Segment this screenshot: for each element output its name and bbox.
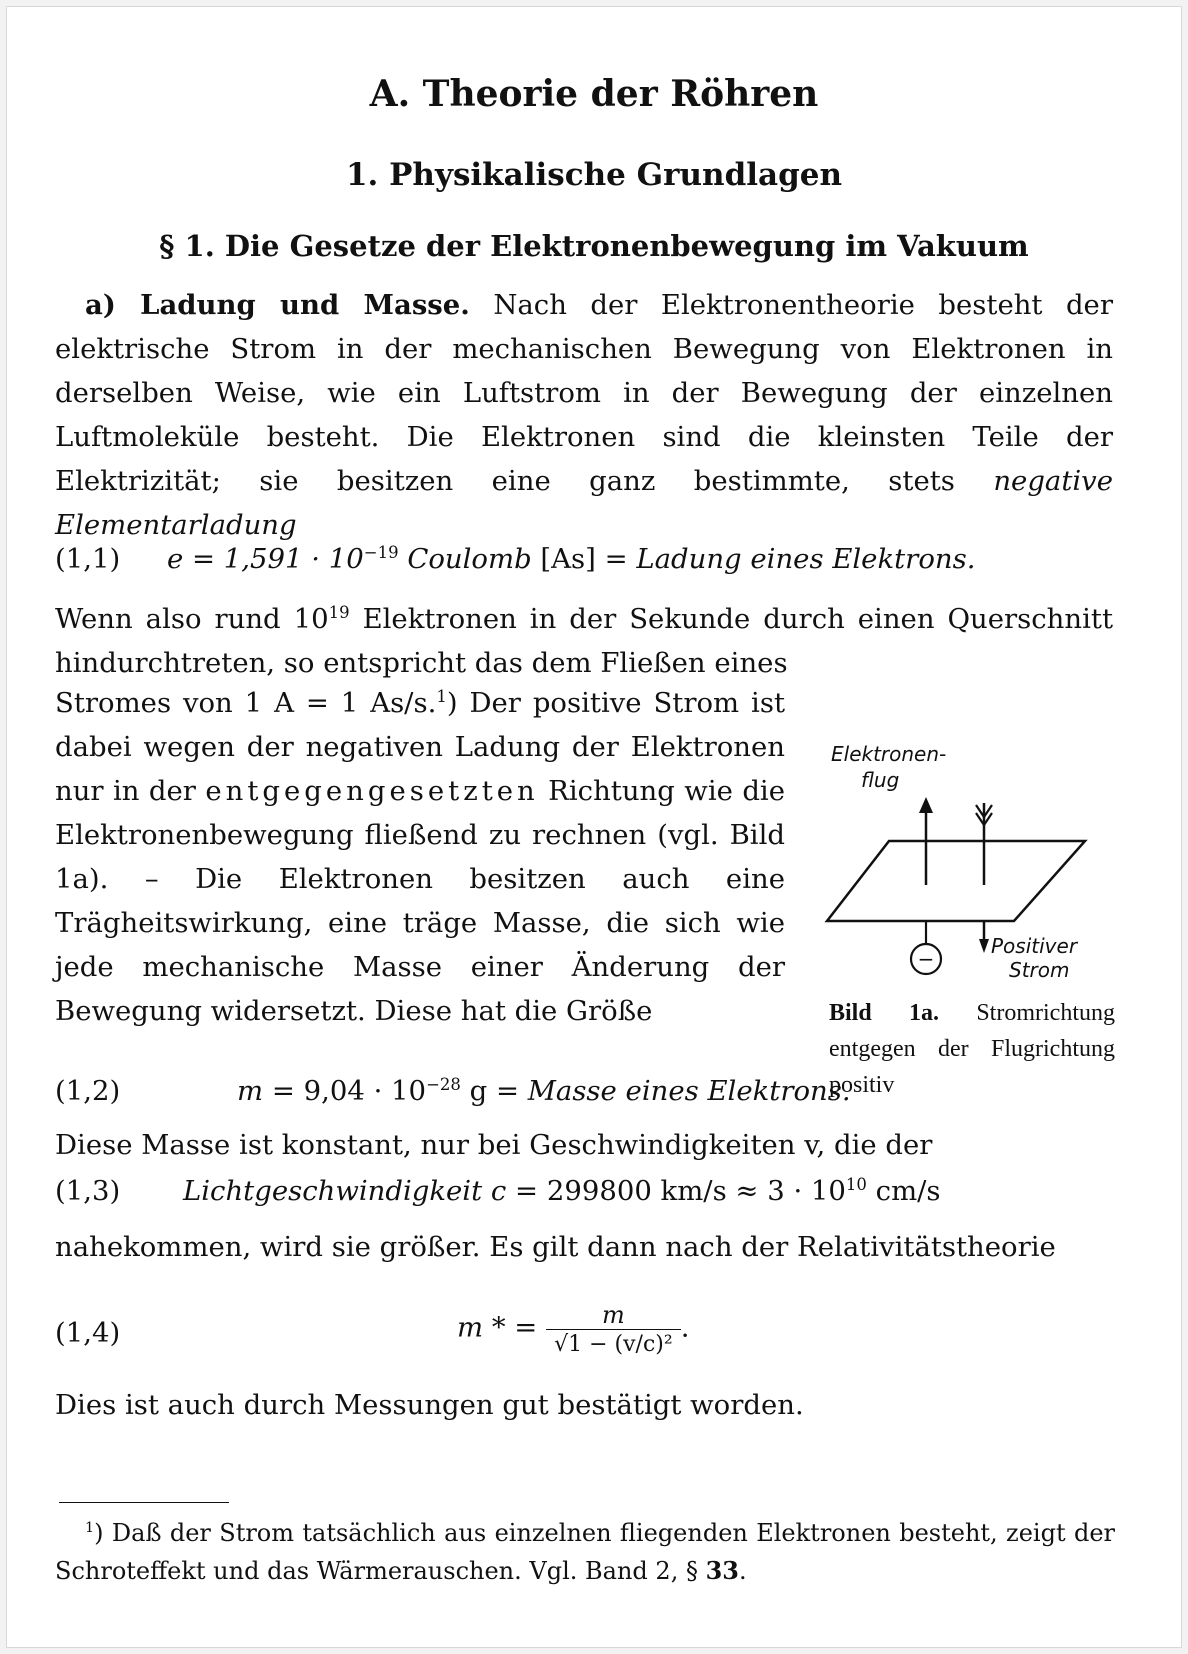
figure-charge-symbol: −	[917, 947, 935, 971]
eq4-denominator: √1 − (v/c)²	[546, 1329, 681, 1357]
equation-number: (1,3)	[55, 1175, 121, 1207]
figure-cross-section	[827, 841, 1085, 921]
figure-current-arrowhead	[979, 939, 989, 953]
paragraph-confirmed: Dies ist auch durch Messungen gut bestätigt worden.	[55, 1389, 804, 1421]
eq3-exponent: 10	[845, 1174, 867, 1194]
equation-number: (1,1)	[55, 543, 121, 575]
para2-text-a: Wenn also rund 10	[55, 603, 329, 635]
eq2-exponent: −28	[426, 1074, 461, 1094]
paragraph-heading: § 1. Die Gesetze der Elektronenbewegung im Vakuum	[159, 229, 1029, 263]
paragraph-direction	[55, 681, 785, 1033]
eq2-lhs: m	[237, 1075, 264, 1107]
para2-text-b: Elektronen in der Sekunde durch einen Querschnitt hindurchtreten, so entspricht das dem Fließen eines	[55, 603, 1114, 679]
eq3-lhs: Lichtgeschwindigkeit c	[183, 1175, 507, 1207]
eq2-mid: = 9,04 · 10	[263, 1075, 427, 1107]
narrow-text-b: ) Der positive Strom ist dabei wegen der negativen Ladung der Elektronen nur in der	[55, 687, 786, 807]
figure-current-direction	[819, 741, 1119, 991]
footnote-bold: 33	[705, 1556, 739, 1585]
equation-number: (1,4)	[55, 1317, 121, 1349]
chapter-heading: A. Theorie der Röhren	[369, 73, 819, 115]
eq1-unit: Coulomb	[407, 543, 532, 575]
equation-number: (1,2)	[55, 1075, 121, 1107]
intro-emphasis: negative Elementarladung	[55, 465, 1113, 541]
runin-heading: a) Ladung und Masse.	[85, 289, 470, 321]
eq3-rhs-a: = 299800 km/s ≈ 3 · 10	[506, 1175, 846, 1207]
figure-label-bottom-1: Positiver	[991, 934, 1078, 958]
intro-text: Nach der Elektronentheorie besteht der elektrische Strom in der mechanischen Bewegung von Elektronen in derselben Weise, wie ein Luftstrom in der Bewegung der einzelnen Luftmoleküle besteht. Die Elektronen sind die kleinsten Teile der Elektrizität; sie besitzen eine ganz bestimmte, stets	[55, 289, 1113, 497]
footnote-rule	[59, 1502, 229, 1503]
eq1-exponent: −19	[363, 542, 399, 562]
caption-text: Stromrichtung entgegen der Flugrichtung positiv	[829, 1000, 1115, 1098]
paragraph-constant: Diese Masse ist konstant, nur bei Geschwindigkeiten v, die der	[55, 1129, 933, 1161]
document-page	[6, 6, 1182, 1648]
equation-relativistic-mass	[457, 1301, 689, 1357]
eq4-fraction	[546, 1301, 681, 1357]
footnote	[55, 1515, 1115, 1590]
paragraph-relativity: nahekommen, wird sie größer. Es gilt dann nach der Relativitätstheorie	[55, 1231, 1056, 1263]
intro-paragraph	[55, 283, 1113, 547]
equation-charge	[167, 543, 975, 575]
footnote-mark: 1	[85, 1520, 95, 1536]
footnote-text-b: .	[738, 1557, 747, 1585]
eq1-lhs: e = 1,591 · 10	[167, 543, 364, 575]
caption-label: Bild 1a.	[829, 1000, 940, 1026]
spaced-word: entgegengesetzten	[205, 775, 539, 807]
narrow-text-a: Stromes von 1 A = 1 As/s.	[55, 687, 437, 719]
figure-label-bottom-2: Strom	[1009, 958, 1070, 982]
figure-electron-arrowhead	[919, 797, 933, 813]
footnote-text-a: ) Daß der Strom tatsächlich aus einzelnen fliegenden Elektronen besteht, zeigt der Schroteffekt und das Wärmerauschen. Vgl. Band 2, §	[55, 1519, 1115, 1585]
eq3-rhs-b: cm/s	[866, 1175, 941, 1207]
eq4-lhs: m * =	[457, 1311, 538, 1344]
figure-label-top-1: Elektronen-	[831, 742, 947, 766]
figure-label-top-2: flug	[861, 768, 900, 792]
section-heading: 1. Physikalische Grundlagen	[345, 157, 843, 193]
eq2-rhs: Masse eines Elektrons.	[527, 1075, 851, 1107]
narrow-text-c: Richtung wie die Elektronenbewegung fließend zu rechnen (vgl. Bild 1a). – Die Elektronen besitzen auch eine Trägheitswirkung, eine träge Masse, die sich wie jede mechanische Masse einer Änderung der Bewegung widersetzt. Diese hat die Größe	[55, 775, 786, 1027]
equation-mass	[237, 1075, 851, 1107]
footnote-reference: 1	[436, 686, 447, 706]
equation-light-speed	[183, 1175, 941, 1207]
paragraph-current	[55, 597, 1113, 685]
eq1-rhs: Ladung eines Elektrons.	[636, 543, 976, 575]
eq1-bracket: [As] =	[531, 543, 637, 575]
para2-exponent: 19	[328, 602, 350, 622]
figure-caption	[829, 995, 1115, 1103]
eq2-unit: g =	[460, 1075, 528, 1107]
eq4-numerator: m	[602, 1301, 625, 1329]
eq4-tail: .	[680, 1311, 690, 1344]
